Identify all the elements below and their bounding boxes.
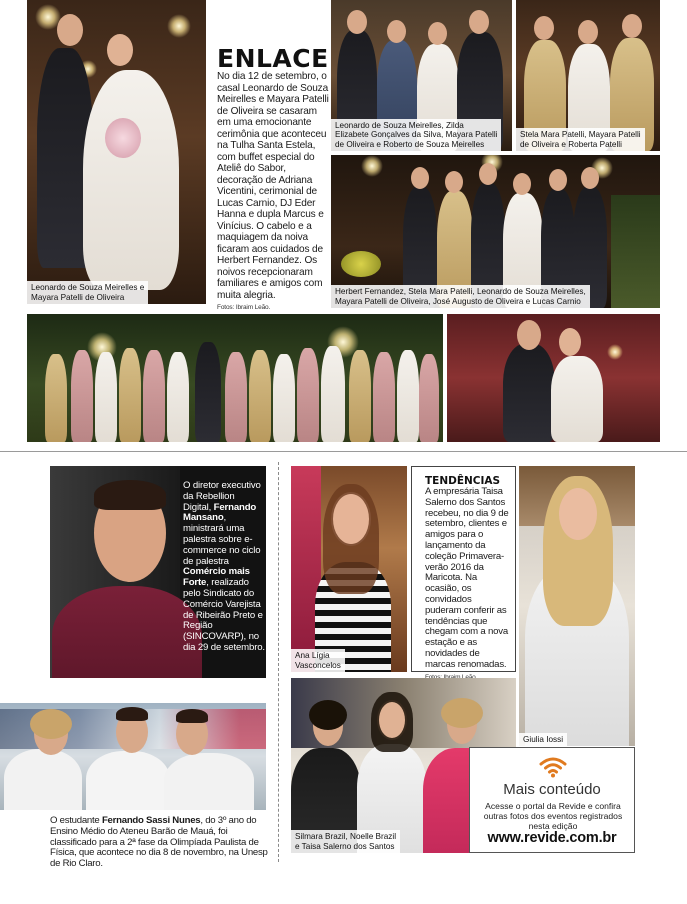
kiss-photo (447, 314, 660, 442)
rebellion-text-3: , realizado pelo Sindicato do Comércio Varejista de Ribeirão Preto e Região (SINCOVARP), no dia 29 de setembro. (183, 577, 265, 653)
mais-body: Acesse o portal da Revide e confira outras fotos dos eventos registrados nesta edição (483, 801, 623, 831)
fernando-text-1: O estudante (50, 815, 102, 826)
giulia-photo (519, 466, 635, 746)
group-caption: Herbert Fernandez, Stela Mara Patelli, Leonardo de Souza Meirelles, Mayara Patelli de Oliveira, José Augusto de Oliveira e Lucas Carnio (331, 285, 590, 308)
tendencias-title: TENDÊNCIAS (425, 475, 501, 487)
family-caption: Leonardo de Souza Meirelles, Zilda Elizabete Gonçalves da Silva, Mayara Patelli de Oliveira e Roberto de Souza Meirelles (331, 119, 501, 151)
bridesmaids-photo (27, 314, 443, 442)
fernando-text-2: , do 3º ano do Ensino Médio do Ateneu Barão de Mauá, foi classificado para a 2ª fase da Olimpíada Paulista de Física, que acontece no dia 8 de novembro, na Unesp de Rio Claro. (50, 815, 268, 870)
ana-photo (291, 466, 407, 672)
silmara-caption: Silmara Brazil, Noelle Brazil e Taisa Salerno dos Santos (291, 830, 400, 853)
couple-photo (27, 0, 206, 304)
mais-conteudo-box[interactable] (469, 747, 635, 853)
ana-caption: Ana Lígia Vasconcelos (291, 649, 345, 672)
column-divider (278, 462, 279, 862)
student-photo (0, 703, 266, 810)
mais-title: Mais conteúdo (503, 781, 601, 798)
stela-caption: Stela Mara Patelli, Mayara Patelli de Oliveira e Roberta Patelli (516, 128, 645, 151)
fernando-text (50, 816, 275, 870)
section-divider (0, 451, 687, 452)
stela-photo (516, 0, 660, 151)
rebellion-text-1: O diretor executivo da Rebellion Digital, (183, 480, 261, 513)
tendencias-text: A empresária Taisa Salerno dos Santos recebeu, no dia 9 de setembro, clientes e amigos para o lançamento da coleção Primavera-verão 2016 da Maricota. Na ocasião, os convidados puderam conferir as tendências que chegam com a nova estação e as novidades de marcas renomadas. (425, 486, 509, 670)
group-photo (331, 155, 660, 308)
couple-caption: Leonardo de Souza Meirelles e Mayara Patelli de Oliveira (27, 281, 148, 304)
family-photo (331, 0, 512, 151)
enlace-title: ENLACE (217, 44, 329, 73)
enlace-credit: Fotos: Ibraim Leão. (217, 304, 271, 311)
enlace-text: No dia 12 de setembro, o casal Leonardo de Souza Meirelles e Mayara Patelli de Oliveira se casaram em uma emocionante cerimônia que aconteceu na Tulha Santa Estela, com buffet especial do Ateliê do Sabor, decoração de Adriana Vicentini, cerimonial de Lucas Carnio, DJ Eder Hanna e dupla Marcus e Vinícius. O cabelo e a maquiagem da noiva ficaram aos cuidados de Herbert Fernandez. Os noivos recepcionaram familiares e amigos com muita alegria. (217, 71, 329, 301)
rebellion-name: Fernando Mansano (183, 501, 257, 524)
rebellion-text (183, 481, 265, 654)
enlace-body (217, 71, 329, 312)
tendencias-body (425, 487, 510, 682)
wifi-icon (539, 756, 567, 778)
giulia-caption: Giulia Iossi (519, 733, 567, 746)
rebellion-event: Comércio mais Forte (183, 566, 250, 589)
tendencias-box (411, 466, 516, 672)
fernando-name: Fernando Sassi Nunes (101, 815, 201, 826)
rebellion-text-2: , ministrará uma palestra sobre e-commerce no ciclo de palestra (183, 512, 261, 567)
revide-link[interactable]: www.revide.com.br (487, 830, 617, 846)
